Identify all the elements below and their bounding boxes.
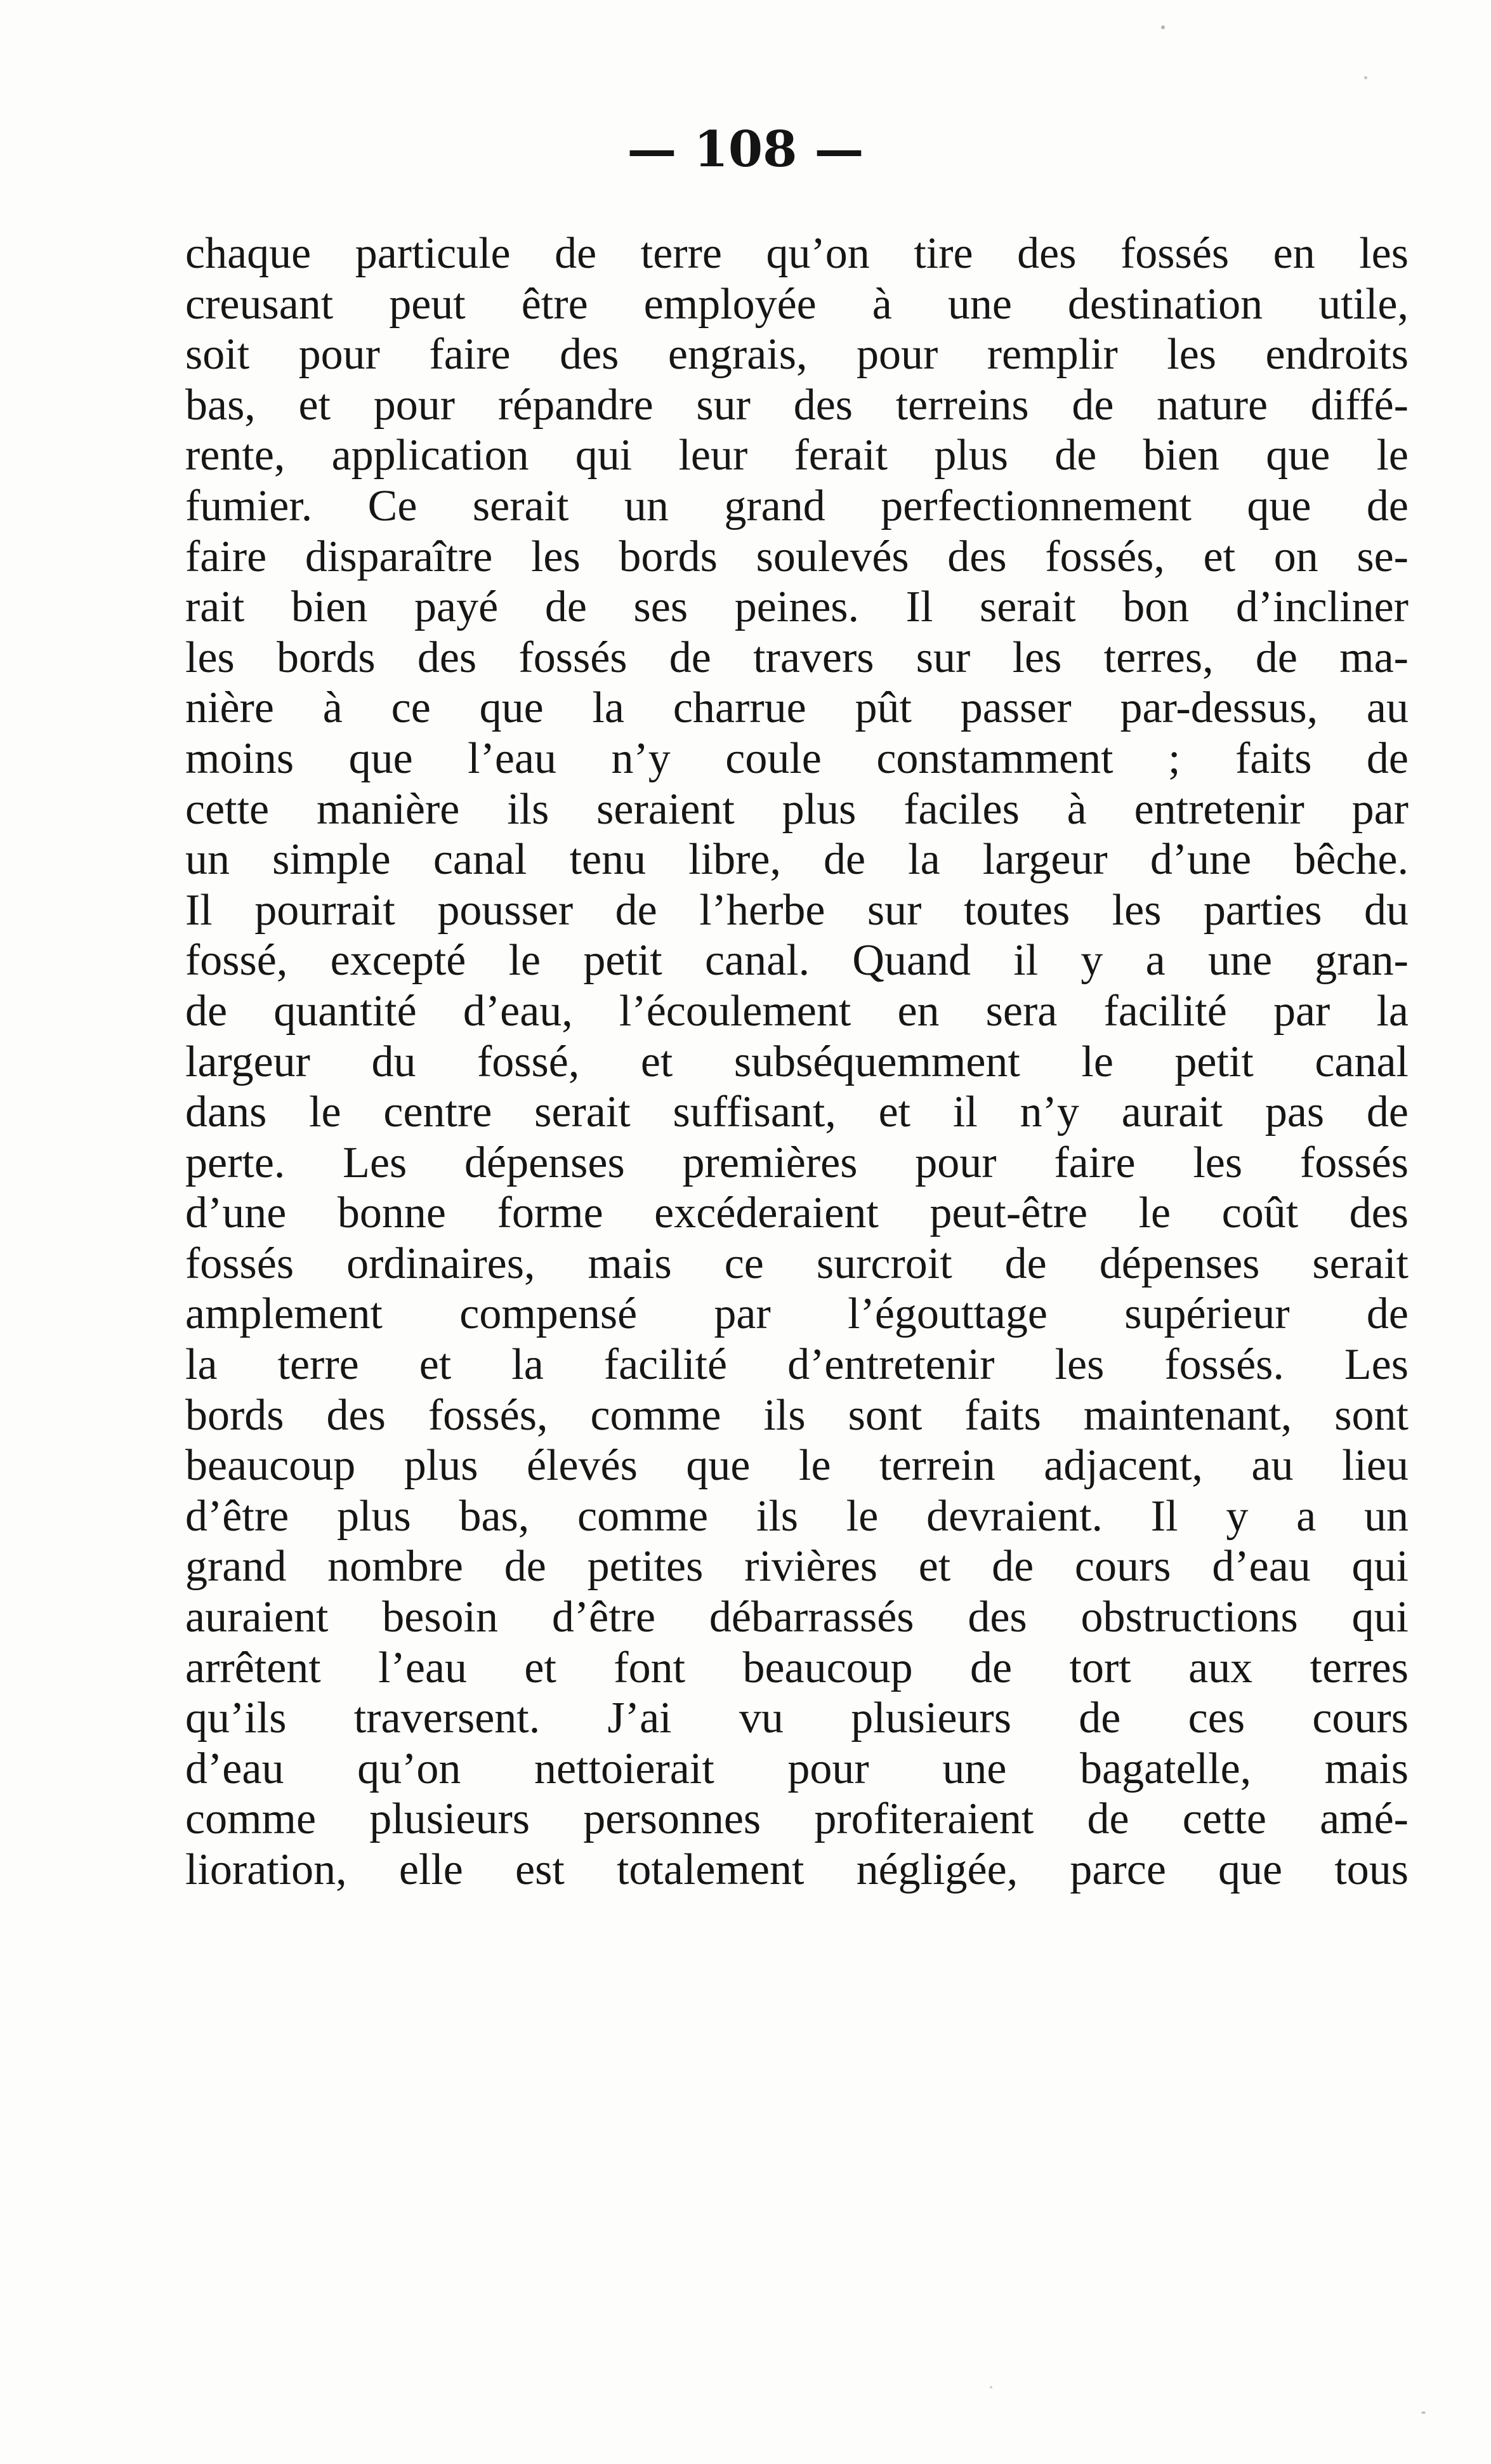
text-line: amplement compensé par l’égouttage supérieur de — [185, 1289, 1409, 1339]
text-line: cette manière ils seraient plus faciles à entretenir par — [185, 784, 1409, 834]
scan-speck — [1421, 2411, 1426, 2414]
text-line: rente, application qui leur ferait plus de bien que le — [185, 431, 1409, 480]
body-text — [185, 228, 1409, 1895]
text-line: soit pour faire des engrais, pour remplir les endroits — [185, 330, 1409, 379]
text-line: fumier. Ce serait un grand perfectionnement que de — [185, 481, 1409, 530]
text-line: largeur du fossé, et subséquemment le petit canal — [185, 1037, 1409, 1086]
text-line: d’une bonne forme excéderaient peut-être le coût des — [185, 1189, 1409, 1238]
scan-speck — [1161, 25, 1165, 29]
text-line: creusant peut être employée à une destination utile, — [185, 279, 1409, 329]
text-line: moins que l’eau n’y coule constamment ; faits de — [185, 734, 1409, 783]
text-line: faire disparaître les bords soulevés des fossés, et on se- — [185, 532, 1409, 581]
text-line: chaque particule de terre qu’on tire des fossés en les — [185, 229, 1409, 278]
text-line: bords des fossés, comme ils sont faits maintenant, sont — [185, 1390, 1409, 1440]
text-line: d’eau qu’on nettoierait pour une bagatelle, mais — [185, 1744, 1409, 1793]
text-line: arrêtent l’eau et font beaucoup de tort aux terres — [185, 1643, 1409, 1692]
text-line: beaucoup plus élevés que le terrein adjacent, au lieu — [185, 1441, 1409, 1491]
text-line: perte. Les dépenses premières pour faire les fossés — [185, 1138, 1409, 1187]
text-line: la terre et la facilité d’entretenir les fossés. Les — [185, 1340, 1409, 1390]
text-line: lioration, elle est totalement négligée, parce que tous — [185, 1845, 1409, 1894]
text-line: fossés ordinaires, mais ce surcroit de dépenses serait — [185, 1239, 1409, 1288]
text-line: qu’ils traversent. J’ai vu plusieurs de ces cours — [185, 1694, 1409, 1743]
text-line: grand nombre de petites rivières et de cours d’eau qui — [185, 1542, 1409, 1591]
text-line: bas, et pour répandre sur des terreins de nature diffé- — [185, 380, 1409, 430]
text-line: Il pourrait pousser de l’herbe sur toutes les parties du — [185, 885, 1409, 935]
text-line: rait bien payé de ses peines. Il serait bon d’incliner — [185, 583, 1409, 632]
text-line: de quantité d’eau, l’écoulement en sera facilité par la — [185, 986, 1409, 1036]
text-line: d’être plus bas, comme ils le devraient. Il y a un — [185, 1491, 1409, 1541]
scan-speck — [990, 2386, 992, 2388]
text-line: les bords des fossés de travers sur les terres, de ma- — [185, 633, 1409, 682]
scan-speck — [1364, 76, 1367, 79]
page-number: — 108 — — [627, 121, 864, 178]
text-line: fossé, excepté le petit canal. Quand il y a une gran- — [185, 936, 1409, 985]
text-line: dans le centre serait suffisant, et il n’y aurait pas de — [185, 1088, 1409, 1137]
text-line: auraient besoin d’être débarrassés des obstructions qui — [185, 1593, 1409, 1642]
text-line: comme plusieurs personnes profiteraient de cette amé- — [185, 1795, 1409, 1844]
text-line: un simple canal tenu libre, de la largeur d’une bêche. — [185, 835, 1409, 885]
text-line: nière à ce que la charrue pût passer par-dessus, au — [185, 683, 1409, 733]
